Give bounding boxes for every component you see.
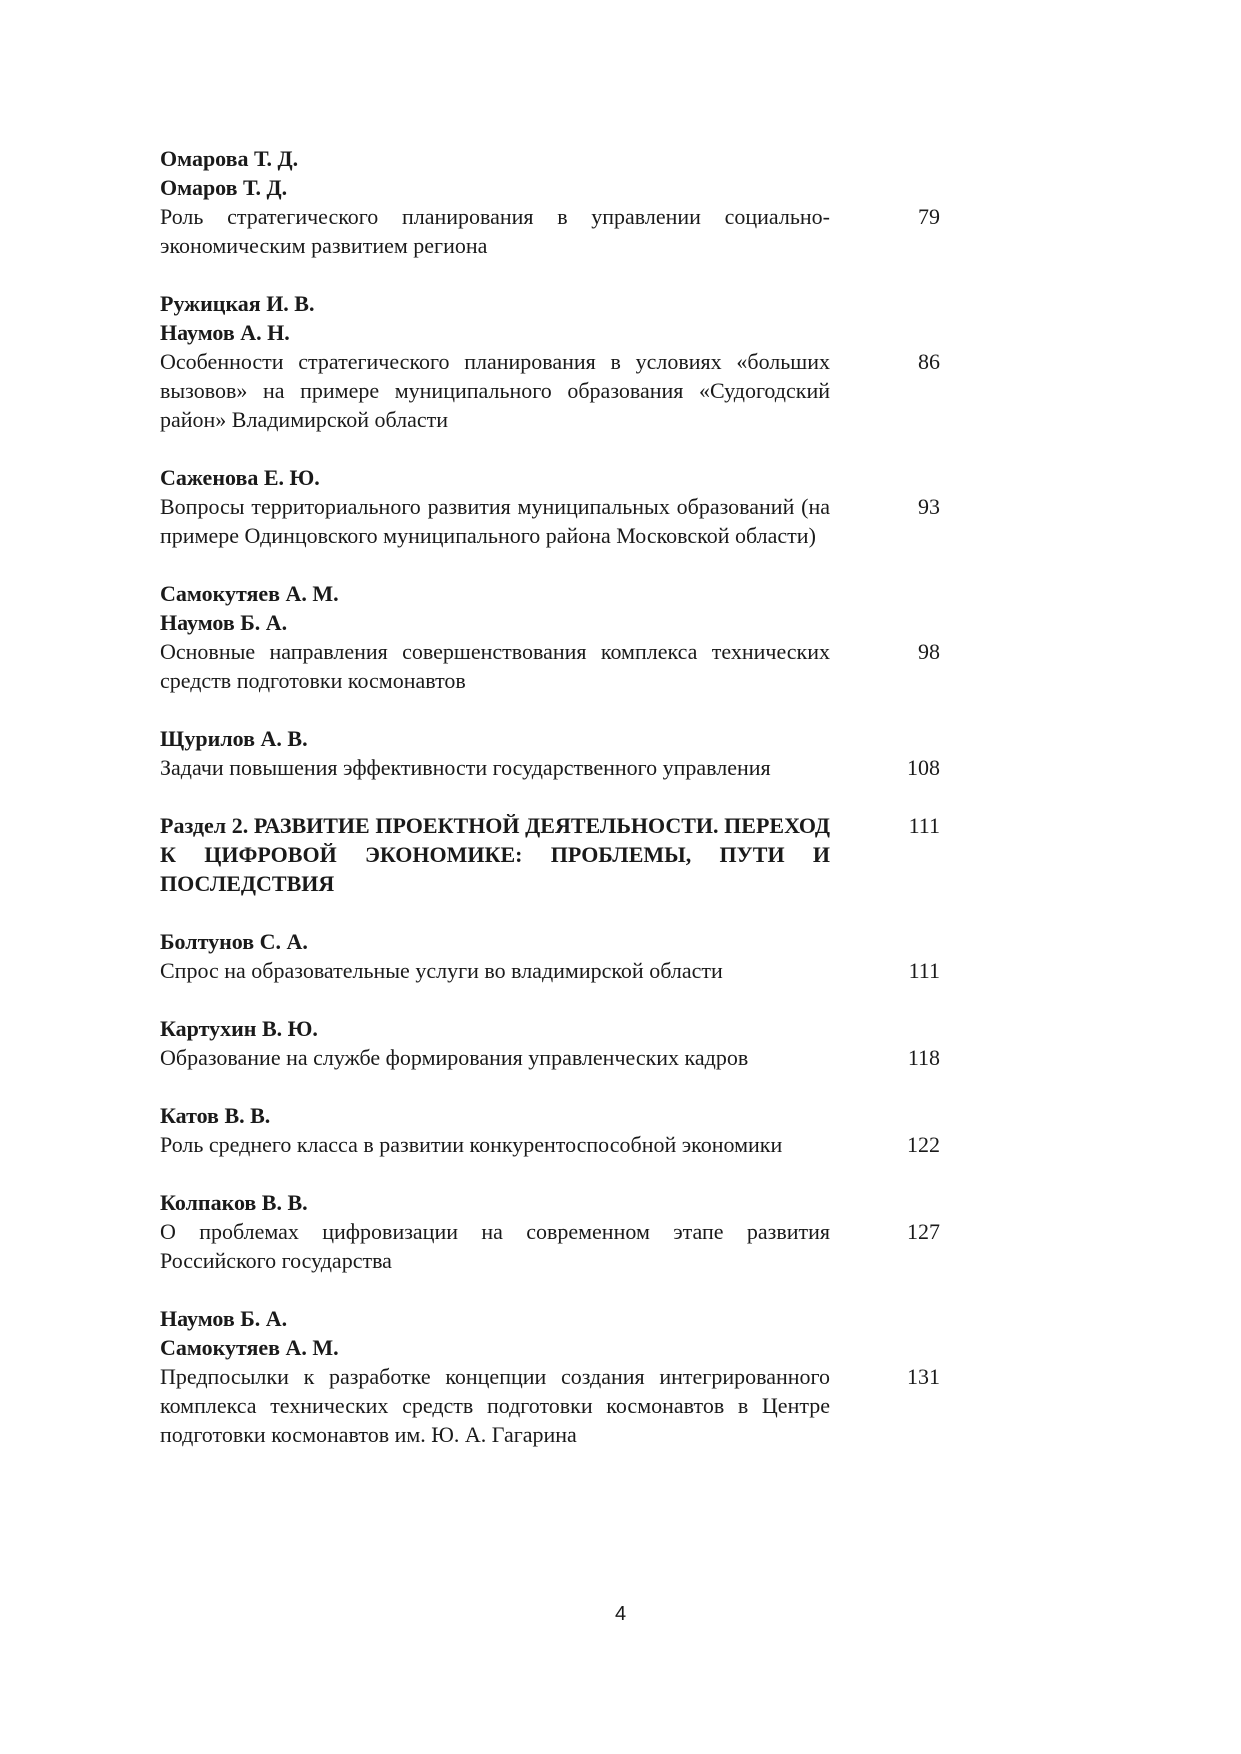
toc-entry-title: Роль стратегического планирования в управлении социально-экономическим развитием региона [160,204,830,258]
toc-entry-title: Спрос на образовательные услуги во владимирской области [160,958,723,983]
toc-entry [160,724,940,782]
toc-entry [160,1101,940,1159]
toc-entry-author: Омарова Т. Д. [160,146,299,171]
table-of-contents [160,144,940,1478]
toc-entry-title: Основные направления совершенствования комплекса технических средств подготовки космонавтов [160,639,830,693]
toc-entry-page-number: 122 [907,1132,940,1157]
toc-section-title: Раздел 2. РАЗВИТИЕ ПРОЕКТНОЙ ДЕЯТЕЛЬНОСТИ. ПЕРЕХОД К ЦИФРОВОЙ ЭКОНОМИКЕ: ПРОБЛЕМЫ, ПУТИ И ПОСЛЕДСТВИЯ [160,813,830,896]
toc-section-heading [160,811,940,898]
toc-entry-page-number: 118 [907,1045,940,1070]
toc-entry-row [160,347,940,434]
toc-entry-page-number: 98 [918,639,940,664]
toc-entry-title: О проблемах цифровизации на современном этапе развития Российского государства [160,1219,830,1273]
toc-entry-title: Задачи повышения эффективности государственного управления [160,755,771,780]
toc-entry [160,927,940,985]
toc-entry-row [160,1043,940,1072]
toc-entry-row [160,956,940,985]
toc-entry-author: Омаров Т. Д. [160,175,288,200]
toc-entry-author: Щурилов А. В. [160,726,308,751]
toc-entry-author: Колпаков В. В. [160,1190,308,1215]
toc-entry-page-number: 111 [908,958,940,983]
toc-entry-row [160,202,940,260]
page-number: 4 [614,1603,627,1625]
toc-entry-author: Болтунов С. А. [160,929,308,954]
toc-entry [160,1304,940,1449]
toc-entry-page-number: 131 [907,1364,940,1389]
toc-entry [160,289,940,434]
toc-entry-author: Ружицкая И. В. [160,291,315,316]
toc-entry-title: Вопросы территориального развития муниципальных образований (на примере Одинцовского муниципального района Московской области) [160,494,830,548]
toc-entry-author: Самокутяев А. М. [160,581,339,606]
toc-entry-title: Предпосылки к разработке концепции создания интегрированного комплекса технических средств подготовки космонавтов в Центре подготовки космонавтов им. Ю. А. Гагарина [160,1364,830,1447]
toc-entry-row [160,1362,940,1449]
toc-entry-page-number: 93 [918,494,940,519]
toc-entry-row [160,1217,940,1275]
toc-entry-row [160,1130,940,1159]
toc-entry [160,1188,940,1275]
toc-entry [160,144,940,260]
toc-entry-author: Картухин В. Ю. [160,1016,318,1041]
toc-entry-row [160,753,940,782]
toc-entry-author: Самокутяев А. М. [160,1335,339,1360]
toc-entry-row [160,637,940,695]
toc-entry-title: Образование на службе формирования управленческих кадров [160,1045,749,1070]
toc-entry-row [160,492,940,550]
toc-entry-title: Особенности стратегического планирования в условиях «больших вызовов» на примере муниципального образования «Судогодский район» Владимирской области [160,349,830,432]
toc-entry [160,463,940,550]
toc-entry-author: Наумов Б. А. [160,1306,288,1331]
toc-entry-author: Саженова Е. Ю. [160,465,320,490]
toc-entry [160,1014,940,1072]
toc-entry-page-number: 79 [918,204,940,229]
toc-entry-title: Роль среднего класса в развитии конкурентоспособной экономики [160,1132,783,1157]
toc-entry [160,579,940,695]
toc-entry-author: Катов В. В. [160,1103,271,1128]
toc-entry-row [160,811,940,898]
toc-entry-author: Наумов Б. А. [160,610,288,635]
toc-entry-page-number: 108 [907,755,940,780]
toc-entry-page-number: 127 [907,1219,940,1244]
toc-entry-page-number: 111 [908,813,940,838]
toc-entry-author: Наумов А. Н. [160,320,290,345]
toc-entry-page-number: 86 [918,349,940,374]
